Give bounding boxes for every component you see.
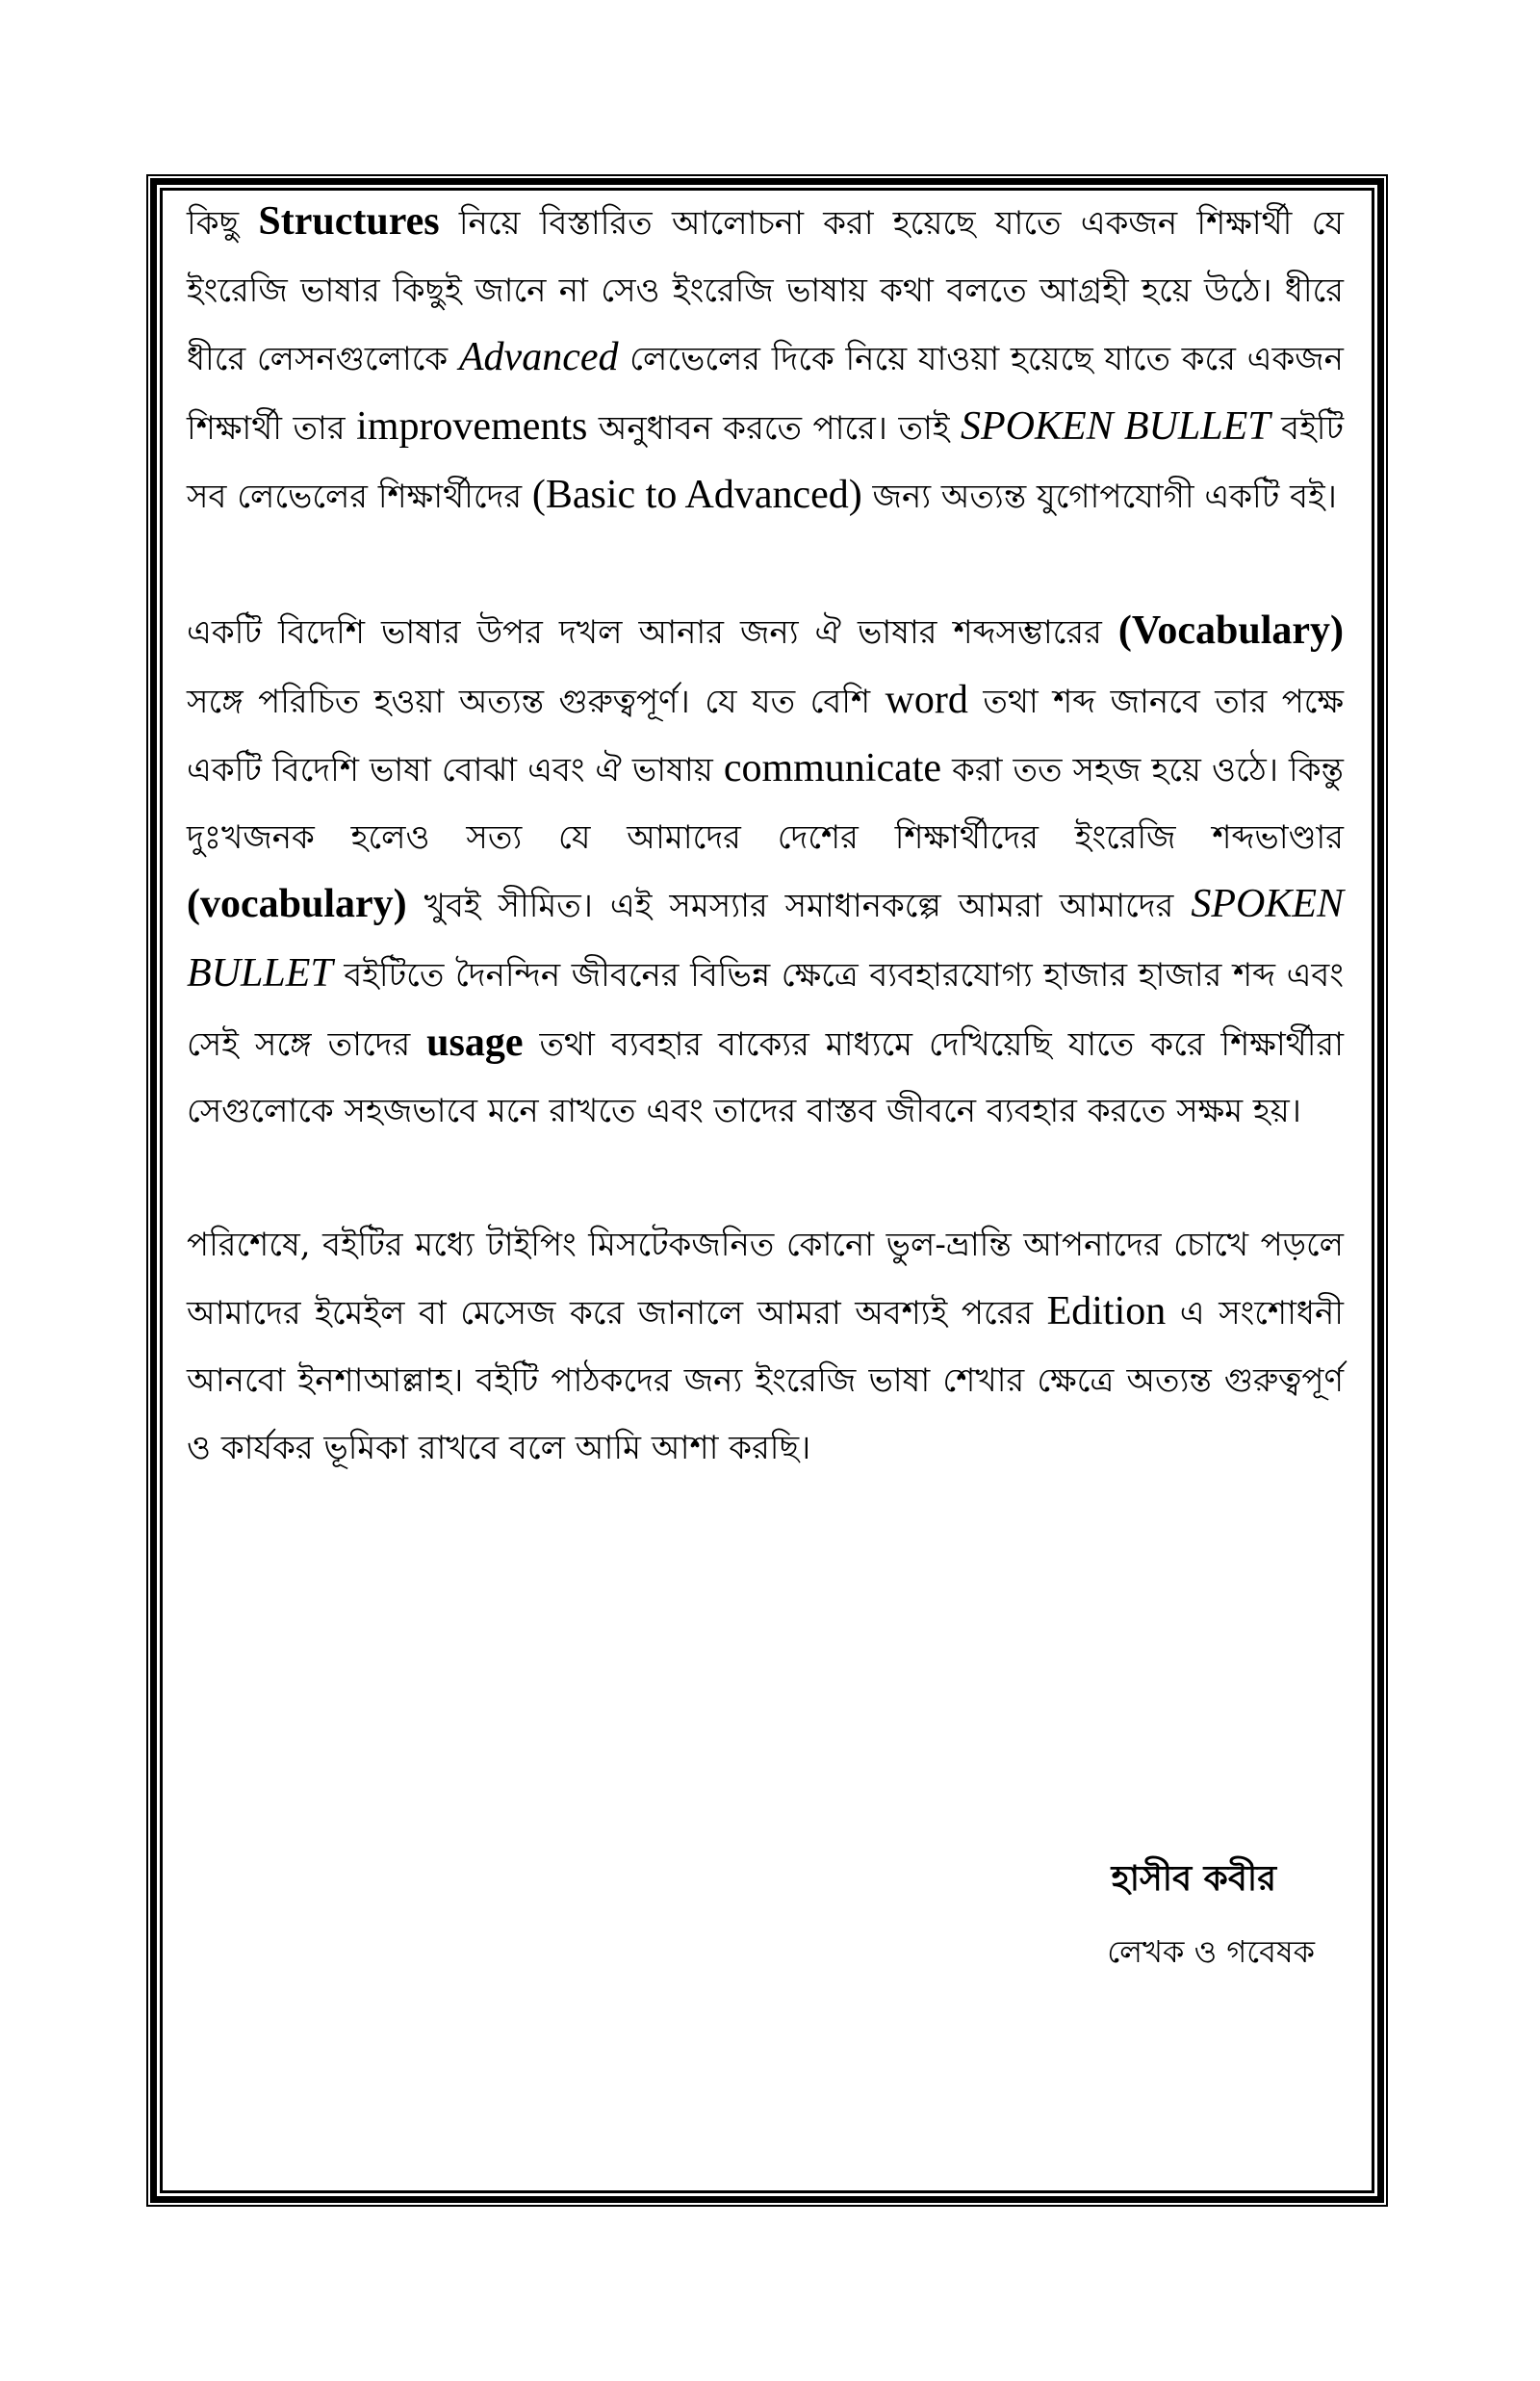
bengali-text: কিছু [187,204,259,243]
english-term: Advanced [458,335,619,380]
bengali-text: বইটি সব লেভেলের শিক্ষার্থীদের [187,408,1345,517]
bengali-text: তথা শব্দ জানবে তার পক্ষে একটি বিদেশি ভাষা বোঝা এবং ঐ ভাষায় [187,682,1345,790]
bengali-text: তথা ব্যবহার বাক্যের মাধ্যমে দেখিয়েছি যাতে করে শিক্ষার্থীরা সেগুলোকে সহজভাবে মনে রাখতে এবং তাদের বাস্তব জীবনে ব্যবহার করতে সক্ষম হয়। [187,1024,1344,1131]
document-body [187,189,1345,1970]
author-role: লেখক ও গবেষক [1107,1933,1315,1970]
english-term: Structures [258,199,440,244]
bengali-text: বইটিতে দৈনন্দিন জীবনের বিভিন্ন ক্ষেত্রে ব্যবহারযোগ্য হাজার হাজার শব্দ এবং সেই সঙ্গে তাদের [187,955,1344,1064]
bengali-text: পরিশেষে, বইটির মধ্যে টাইপিং মিসটেকজনিত কোনো ভুল-ভ্রান্তি আপনাদের চোখে পড়লে আমাদের ইমেইল বা মেসেজ করে জানালে আমরা অবশ্যই পরের [187,1225,1344,1333]
bengali-text: অনুধাবন করতে পারে। তাই [587,408,962,448]
bengali-text: নিয়ে বিস্তারিত আলোচনা করা হয়েছে যাতে একজন শিক্ষার্থী যে ইংরেজি ভাষার কিছুই জানে না সেও ইংরেজি ভাষায় কথা বলতে আগ্রহী হয়ে উঠে। ধীরে ধীরে লেসনগুলোকে [187,204,1344,379]
author-name: হাসীব কবীর [1111,1859,1276,1899]
bengali-text: জন্য অত্যন্ত যুগোপযোগী একটি বই। [861,478,1337,517]
english-term: SPOKEN BULLET [961,403,1270,449]
english-term: Edition [1046,1289,1167,1334]
bengali-text: লেভেলের দিকে নিয়ে যাওয়া হয়েছে যাতে করে একজন শিক্ষার্থী তার [187,340,1344,448]
bengali-text: একটি বিদেশি ভাষার উপর দখল আনার জন্য ঐ ভাষার শব্দসম্ভারের [187,612,1118,652]
bengali-text: সঙ্গে পরিচিত হওয়া অত্যন্ত গুরুত্বপূর্ণ। যে যত বেশি [187,682,886,721]
paragraph-vocabulary [187,598,1344,1146]
english-term: SPOKEN BULLET [187,882,1344,996]
english-term: (Basic to Advanced) [531,473,862,518]
bengali-text: এ সংশোধনী আনবো ইনশাআল্লাহ। বইটি পাঠকদের জন্য ইংরেজি ভাষা শেখার ক্ষেত্রে অত্যন্ত গুরুত্বপূর্ণ ও কার্যকর ভূমিকা রাখবে বলে আমি আশা করছি। [187,1294,1345,1467]
bengali-text: খুবই সীমিত। এই সমস্যার সমাধানকল্পে আমরা আমাদের [406,887,1192,926]
paragraph-closing [187,1212,1344,1482]
english-term: (vocabulary) [187,882,407,927]
english-term: improvements [356,403,588,449]
english-term: word [885,677,968,722]
english-term: usage [426,1020,524,1065]
english-term: (Vocabulary) [1117,608,1344,653]
paragraph-intro [187,189,1344,531]
bengali-text: করা তত সহজ হয়ে ওঠে। কিন্তু দুঃখজনক হলেও সত্য যে আমাদের দেশের শিক্ষার্থীদের ইংরেজি শব্দভাণ্ডার [187,751,1344,857]
english-term: communicate [723,746,942,791]
